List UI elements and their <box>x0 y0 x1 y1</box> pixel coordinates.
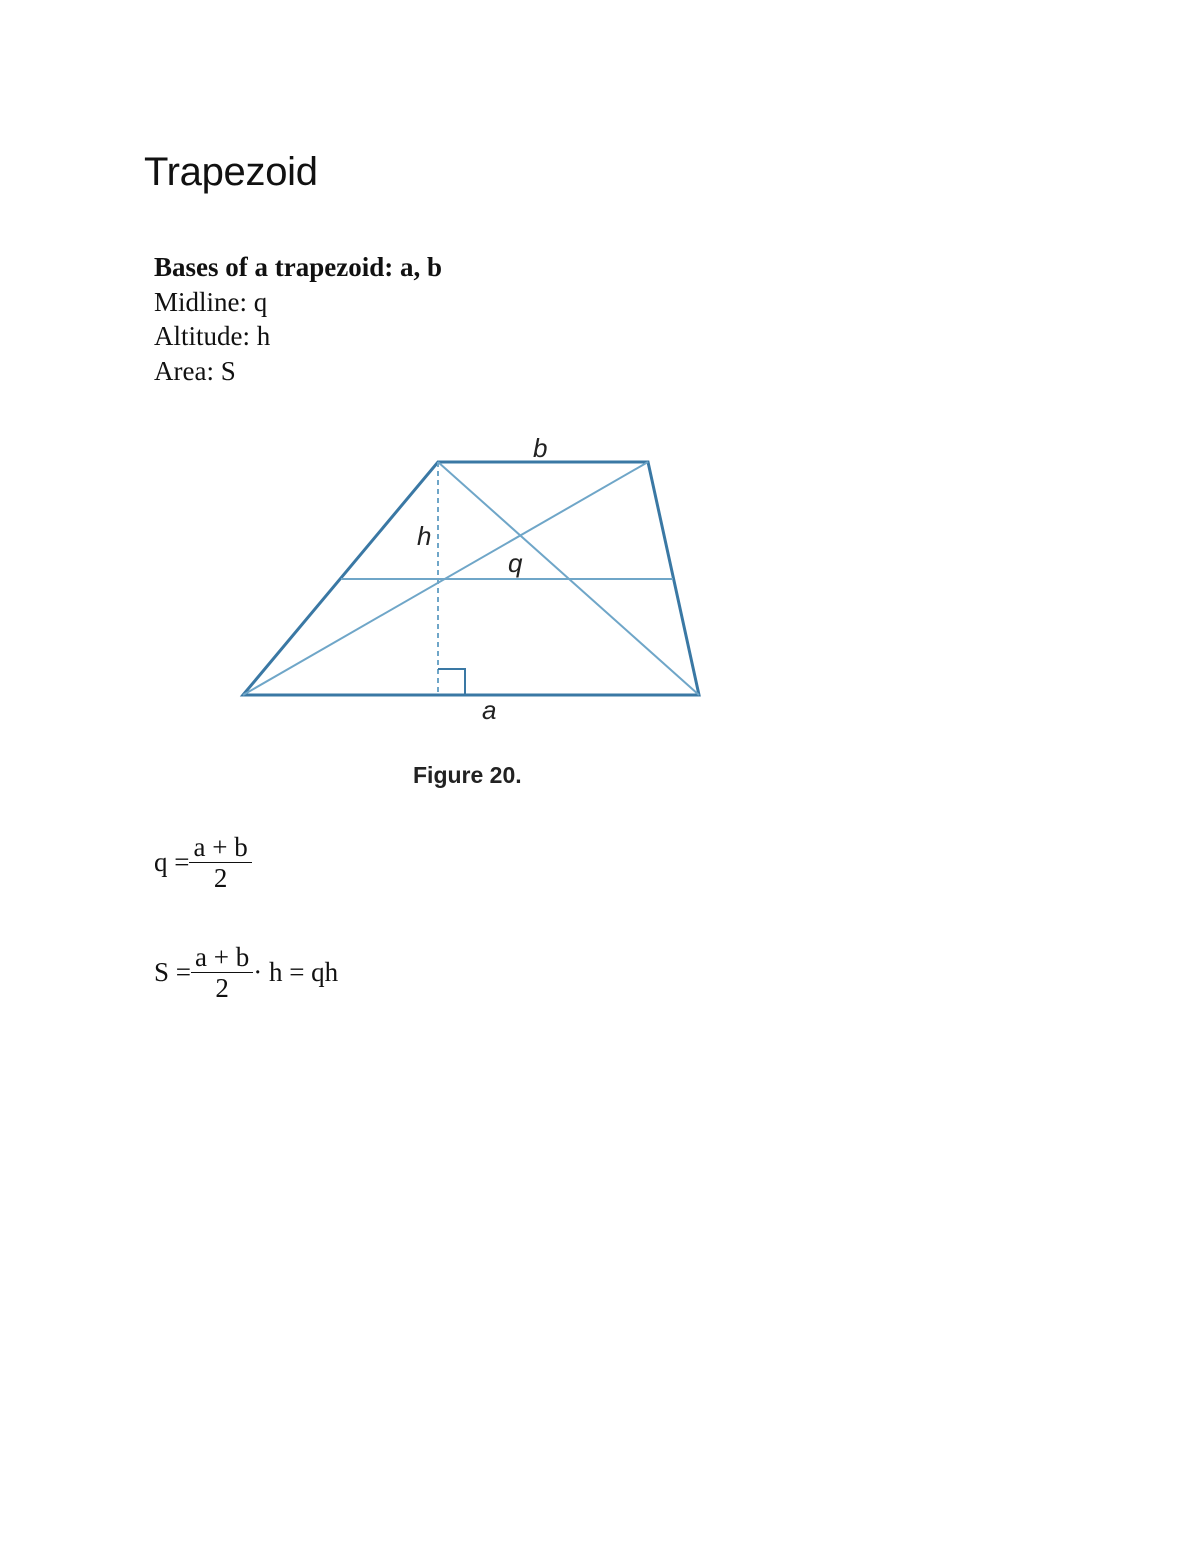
label-b: b <box>533 433 548 463</box>
definition-area: Area: S <box>154 355 236 386</box>
area-formula-rhs: · h = qh <box>253 957 339 987</box>
label-q: q <box>508 548 523 578</box>
midline-formula <box>154 832 252 893</box>
label-h: h <box>417 521 432 551</box>
midline-fraction <box>189 832 251 893</box>
midline-formula-lhs: q = <box>154 847 190 877</box>
right-angle-marker <box>438 669 465 695</box>
definition-midline: Midline: q <box>154 286 268 317</box>
area-formula <box>154 942 338 1003</box>
area-denominator: 2 <box>215 973 229 1003</box>
definition-altitude: Altitude: h <box>154 321 271 351</box>
definition-bases: Bases of a trapezoid: a, b <box>154 252 442 282</box>
page-title: Trapezoid <box>144 150 318 194</box>
label-a: a <box>482 695 497 725</box>
area-fraction <box>191 942 253 1003</box>
midline-numerator: a + b <box>189 832 251 863</box>
midline-denominator: 2 <box>213 863 228 893</box>
figure-caption: Figure 20. <box>413 762 522 788</box>
area-formula-lhs: S = <box>154 957 191 987</box>
area-numerator: a + b <box>191 942 253 973</box>
